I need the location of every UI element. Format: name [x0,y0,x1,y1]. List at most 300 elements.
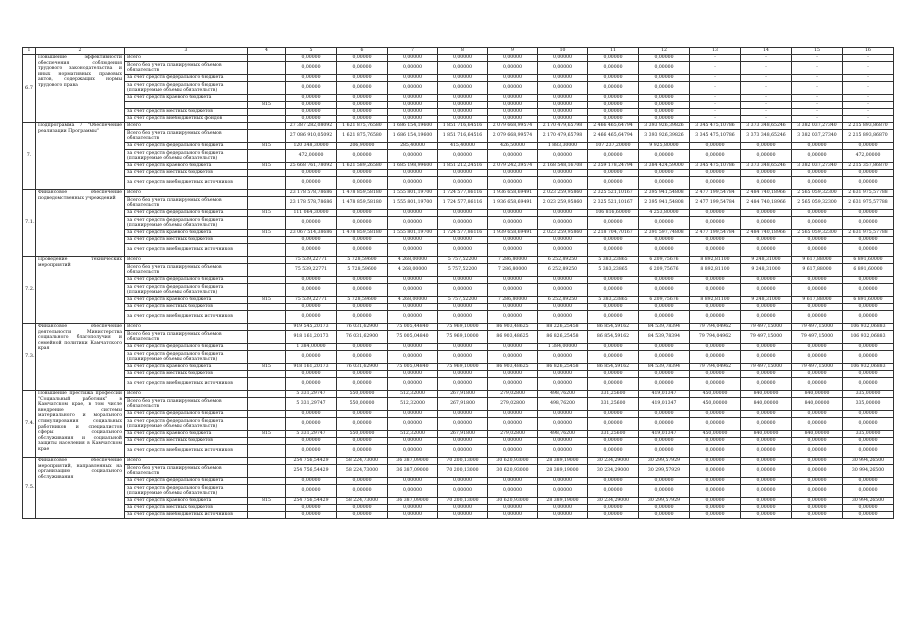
amount-cell: 70 200,13000 [438,498,488,505]
amount-cell: 2 079 668,99574 [488,123,538,130]
amount-cell: 450,00000 [690,391,741,398]
amount-cell: 1 851 716,64516 [438,123,488,130]
amount-cell: 2 079 668,99574 [488,130,538,143]
table-row [23,130,894,143]
amount-cell: 1 851 212,24516 [438,163,488,170]
funding-source: Всего без учета планируемых объемов обязательств [125,264,248,277]
amount-cell: - [843,55,894,62]
amount-cell: 0,00000 [286,55,337,62]
budget-code [248,217,286,230]
budget-code: 815 [248,498,286,505]
amount-cell: 6 891,60000 [843,264,894,277]
funding-source: за счет средств внебюджетных источников [125,445,248,458]
budget-code [248,324,286,331]
budget-code: 815 [248,364,286,371]
amount-cell: 0,00000 [438,284,488,297]
amount-cell: 0,00000 [337,438,388,445]
amount-cell: 0,00000 [690,177,741,190]
amount-cell: - [741,75,792,82]
amount-cell: 5 728,59600 [337,297,388,304]
amount-cell: 0,00000 [337,244,388,257]
table-row [23,75,894,82]
table-row [23,391,894,398]
amount-cell: 0,00000 [438,478,488,485]
table-row [23,82,894,95]
table-row [23,297,894,304]
amount-cell: 0,00000 [488,418,538,431]
amount-cell: 9 248,31000 [741,297,792,304]
amount-cell: 0,00000 [741,344,792,351]
amount-cell: 3 345 475,10786 [690,123,741,130]
amount-cell: 0,00000 [690,304,741,311]
amount-cell: 0,00000 [792,170,843,177]
amount-cell: 0,00000 [843,244,894,257]
amount-cell: 5 757,52200 [438,297,488,304]
amount-cell: 0,00000 [690,478,741,485]
section-index: 6.7 [23,55,36,123]
column-number-cell: 8 [438,48,488,55]
amount-cell: 8 892,81100 [690,257,741,264]
amount-cell: 23 178 578,78686 [286,197,337,210]
amount-cell: 30 620,93000 [488,498,538,505]
budget-code: 815 [248,210,286,217]
amount-cell: 0,00000 [741,351,792,364]
amount-cell: 30 299,57929 [639,498,690,505]
amount-cell: 419,01347 [639,398,690,411]
amount-cell: 0,00000 [538,95,588,102]
amount-cell: 30 234,29000 [588,458,639,465]
amount-cell: 2 466 465,64794 [588,130,639,143]
amount-cell: 0,00000 [792,505,843,512]
amount-cell: 58 224,73000 [337,458,388,465]
amount-cell: 0,00000 [639,304,690,311]
amount-cell: 58 224,73000 [337,498,388,505]
amount-cell: 0,00000 [438,512,488,519]
funding-source: за счет средств местных бюджетов [125,304,248,311]
amount-cell: 0,00000 [843,418,894,431]
amount-cell: 75 005,04840 [388,364,438,371]
amount-cell: 0,00000 [337,116,388,123]
table-row [23,95,894,102]
amount-cell: 107 237,20000 [588,143,639,150]
amount-cell: 0,00000 [538,418,588,431]
budget-code [248,116,286,123]
amount-cell: 0,00000 [388,244,438,257]
amount-cell: 0,00000 [639,55,690,62]
amount-cell: 0,00000 [337,109,388,116]
amount-cell: 70 200,13000 [438,465,488,478]
amount-cell: 0,00000 [690,371,741,378]
amount-cell: 0,00000 [792,438,843,445]
amount-cell: 1 478 859,58180 [337,190,388,197]
amount-cell: 498,76200 [538,398,588,411]
amount-cell: 0,00000 [286,102,337,109]
amount-cell: 0,00000 [388,445,438,458]
table-row [23,143,894,150]
amount-cell: 6 252,89250 [538,264,588,277]
budget-code [248,55,286,62]
amount-cell: 75 005,04840 [388,331,438,344]
amount-cell: 0,00000 [792,371,843,378]
amount-cell: 0,00000 [488,62,538,75]
amount-cell: 86 903,48625 [488,324,538,331]
amount-cell: 9 248,31000 [741,264,792,277]
amount-cell: 0,00000 [488,82,538,95]
section-name: Проведение технических мероприятий [36,257,125,324]
amount-cell: 0,00000 [488,55,538,62]
section-name: Повышение эффективности обеспечения соблюдения трудового законодательства и иных нормативных правовых актов, содержащих нормы трудового права [36,55,125,123]
budget-code [248,257,286,264]
amount-cell: 0,00000 [741,445,792,458]
amount-cell: 0,00000 [538,170,588,177]
amount-cell: 0,00000 [438,277,488,284]
table-row [23,512,894,519]
amount-cell: 0,00000 [639,277,690,284]
amount-cell: 0,00000 [538,438,588,445]
amount-cell: 0,00000 [286,371,337,378]
funding-source: за счет средств краевого бюджета [125,95,248,102]
amount-cell: 0,00000 [286,512,337,519]
table-row [23,311,894,324]
amount-cell: 0,00000 [639,311,690,324]
funding-source: за счет средств федерального бюджета (планируемые объемы обязательств) [125,418,248,431]
amount-cell: 75 005,44840 [388,324,438,331]
amount-cell: 0,00000 [286,478,337,485]
amount-cell: 0,00000 [286,217,337,230]
funding-source: за счет средств краевого бюджета [125,163,248,170]
amount-cell: 0,00000 [538,217,588,230]
budget-code [248,82,286,95]
amount-cell: 5 728,59600 [337,264,388,277]
amount-cell: 2 023 259,95860 [538,230,588,237]
amount-cell: - [843,116,894,123]
amount-cell: 0,00000 [588,304,639,311]
amount-cell: 0,00000 [639,170,690,177]
amount-cell: 0,00000 [337,55,388,62]
funding-source: за счет средств федерального бюджета (планируемые объемы обязательств) [125,217,248,230]
amount-cell: 0,00000 [438,418,488,431]
amount-cell: 0,00000 [388,55,438,62]
budget-code [248,351,286,364]
amount-cell: 84 539,78394 [639,324,690,331]
column-number-cell: 1 [23,48,36,55]
amount-cell: - [741,55,792,62]
amount-cell: 0,00000 [690,512,741,519]
amount-cell: 1 939 658,69491 [488,230,538,237]
budget-code [248,130,286,143]
amount-cell: 498,76200 [538,431,588,438]
amount-cell: 0,00000 [337,177,388,190]
amount-cell: 0,00000 [286,82,337,95]
table-row [23,478,894,485]
amount-cell: 1 555 801,19700 [388,230,438,237]
amount-cell: 0,00000 [488,75,538,82]
amount-cell: 28 389,19000 [538,465,588,478]
amount-cell: 9 617,88000 [792,264,843,277]
table-row [23,465,894,478]
amount-cell: 0,00000 [286,505,337,512]
amount-cell: 0,00000 [388,82,438,95]
amount-cell: 23 067 514,38686 [286,230,337,237]
amount-cell: 0,00000 [538,62,588,75]
amount-cell: 0,00000 [538,485,588,498]
amount-cell: 0,00000 [337,62,388,75]
amount-cell: 0,00000 [488,478,538,485]
amount-cell: - [792,75,843,82]
budget-code [248,331,286,344]
amount-cell: 0,00000 [690,244,741,257]
amount-cell: 840,00000 [741,398,792,411]
funding-source: за счет средств федерального бюджета [125,411,248,418]
budget-code [248,438,286,445]
amount-cell: 0,00000 [690,351,741,364]
amount-cell: 1 851 716,64516 [438,130,488,143]
amount-cell: 5 757,52200 [438,264,488,277]
amount-cell: 0,00000 [538,210,588,217]
funding-source: за счет средств местных бюджетов [125,109,248,116]
amount-cell: 79 497,15000 [792,364,843,371]
amount-cell: 2 565 059,32300 [792,230,843,237]
amount-cell: 419,01347 [639,391,690,398]
amount-cell: 0,00000 [438,438,488,445]
amount-cell: 1 686 154,19600 [388,130,438,143]
amount-cell: 0,00000 [438,62,488,75]
amount-cell: 285,40000 [388,143,438,150]
amount-cell: 0,00000 [588,109,639,116]
amount-cell: 79 794,04962 [690,331,741,344]
table-row [23,378,894,391]
amount-cell: 0,00000 [690,344,741,351]
amount-cell: 1 936 658,69491 [488,190,538,197]
funding-source: за счет средств местных бюджетов [125,237,248,244]
amount-cell: 6 252,89250 [538,297,588,304]
amount-cell: 0,00000 [337,445,388,458]
amount-cell: 0,00000 [488,411,538,418]
funding-source: за счет средств внебюджетных источников [125,311,248,324]
amount-cell: 0,00000 [388,311,438,324]
amount-cell: 0,00000 [488,109,538,116]
amount-cell: 0,00000 [388,210,438,217]
amount-cell: 0,00000 [741,378,792,391]
table-row [23,109,894,116]
amount-cell: 919 545,20173 [286,324,337,331]
amount-cell: 0,00000 [843,505,894,512]
amount-cell: 0,00000 [488,378,538,391]
amount-cell: - [843,95,894,102]
amount-cell: 254 756,54429 [286,458,337,465]
funding-source: за счет средств федерального бюджета [125,478,248,485]
amount-cell: 0,00000 [843,210,894,217]
amount-cell: 0,00000 [488,351,538,364]
amount-cell: 0,00000 [538,177,588,190]
amount-cell: 0,00000 [337,371,388,378]
amount-cell: 0,00000 [337,284,388,297]
amount-cell: 419,01347 [639,431,690,438]
amount-cell: 0,00000 [438,170,488,177]
amount-cell: 0,00000 [792,177,843,190]
amount-cell: 0,00000 [639,82,690,95]
amount-cell: 472,00000 [843,150,894,163]
amount-cell: 2 484 740,18966 [741,190,792,197]
amount-cell: 0,00000 [588,411,639,418]
amount-cell: 0,00000 [337,210,388,217]
funding-source: за счет средств местных бюджетов [125,170,248,177]
table-row [23,257,894,264]
amount-cell: 2 631 975,57788 [843,190,894,197]
table-body [23,48,894,519]
amount-cell: 0,00000 [588,418,639,431]
amount-cell: 0,00000 [538,445,588,458]
amount-cell: 0,00000 [538,351,588,364]
amount-cell: 0,00000 [792,478,843,485]
amount-cell: 254 756,54429 [286,465,337,478]
amount-cell: 0,00000 [438,116,488,123]
amount-cell: 1 478 859,58180 [337,230,388,237]
table-row [23,150,894,163]
amount-cell: 0,00000 [639,116,690,123]
amount-cell: 30 620,93000 [488,465,538,478]
amount-cell: 0,00000 [538,55,588,62]
amount-cell: 0,00000 [286,244,337,257]
amount-cell: 106 816,60000 [588,210,639,217]
amount-cell: 0,00000 [588,378,639,391]
amount-cell: 6 252,89250 [538,257,588,264]
amount-cell: 0,00000 [286,237,337,244]
budget-code [248,378,286,391]
amount-cell: 0,00000 [286,378,337,391]
amount-cell: 0,00000 [337,217,388,230]
amount-cell: 0,00000 [388,485,438,498]
amount-cell: 0,00000 [388,217,438,230]
amount-cell: 79 794,04962 [690,324,741,331]
funding-source: Всего [125,257,248,264]
budget-code [248,512,286,519]
section-index: 7.1. [23,190,36,257]
amount-cell: 88 226,25458 [538,324,588,331]
amount-cell: 0,00000 [438,244,488,257]
funding-source: за счет средств внебюджетных источников [125,177,248,190]
amount-cell: 79 497,15000 [792,324,843,331]
amount-cell: 0,00000 [588,485,639,498]
funding-source: Всего без учета планируемых объемов обязательств [125,62,248,75]
amount-cell: 5 757,52200 [438,257,488,264]
amount-cell: 0,00000 [588,371,639,378]
amount-cell: 0,00000 [337,478,388,485]
table-row [23,230,894,237]
amount-cell: 0,00000 [588,478,639,485]
amount-cell: 86 826,25458 [538,364,588,371]
amount-cell: 0,00000 [588,512,639,519]
amount-cell: 335,00000 [843,398,894,411]
amount-cell: - [690,55,741,62]
amount-cell: 0,00000 [286,351,337,364]
amount-cell: 79 497,15000 [741,324,792,331]
column-number-cell: 11 [588,48,639,55]
amount-cell: 70 200,13000 [438,458,488,465]
funding-source: за счет средств федерального бюджета (планируемые объемы обязательств) [125,82,248,95]
funding-source: за счет средств федерального бюджета [125,210,248,217]
amount-cell: 2 631 975,57788 [843,197,894,210]
amount-cell: 0,00000 [337,512,388,519]
amount-cell: 3 345 475,10786 [690,163,741,170]
funding-source: Всего без учета планируемых объемов обязательств [125,465,248,478]
table-row [23,418,894,431]
finance-table [22,47,894,519]
budget-code [248,170,286,177]
amount-cell: 279,02800 [488,431,538,438]
amount-cell: 2 565 059,32300 [792,197,843,210]
amount-cell: 267,91800 [438,391,488,398]
amount-cell: 2 170 479,65798 [538,123,588,130]
amount-cell: 0,00000 [488,304,538,311]
amount-cell: 0,00000 [488,485,538,498]
funding-source: за счет средств внебюджетных источников [125,378,248,391]
amount-cell: 106 932,06883 [843,331,894,344]
amount-cell: 0,00000 [741,418,792,431]
amount-cell: 0,00000 [588,284,639,297]
amount-cell: 2 170 479,65798 [538,130,588,143]
budget-code [248,75,286,82]
funding-source: за счет средств краевого бюджета [125,364,248,371]
amount-cell: 0,00000 [438,344,488,351]
amount-cell: - [792,95,843,102]
amount-cell: 0,00000 [639,411,690,418]
amount-cell: 450,00000 [690,398,741,411]
table-row [23,55,894,62]
funding-source: Всего [125,458,248,465]
amount-cell: - [792,55,843,62]
amount-cell: 0,00000 [792,351,843,364]
amount-cell: 0,00000 [488,445,538,458]
amount-cell: 0,00000 [488,95,538,102]
amount-cell: 0,00000 [690,438,741,445]
amount-cell: 0,00000 [741,498,792,505]
amount-cell: 23 178 578,78686 [286,190,337,197]
funding-source: за счет средств федерального бюджета [125,277,248,284]
amount-cell: 0,00000 [538,75,588,82]
budget-code [248,237,286,244]
budget-code: 815 [248,230,286,237]
amount-cell: 0,00000 [843,143,894,150]
amount-cell: 0,00000 [388,237,438,244]
table-row [23,170,894,177]
amount-cell: 27 387 282,08092 [286,123,337,130]
amount-cell: 0,00000 [843,371,894,378]
amount-cell: 0,00000 [588,55,639,62]
amount-cell: 0,00000 [488,237,538,244]
section-index: 7.2. [23,257,36,324]
amount-cell: 1 621 875,76580 [337,123,388,130]
amount-cell: 0,00000 [588,237,639,244]
amount-cell: 0,00000 [639,418,690,431]
amount-cell: 7 286,80000 [488,257,538,264]
table-row [23,458,894,465]
amount-cell: 0,00000 [741,244,792,257]
funding-source: за счет средств федерального бюджета (планируемые объемы обязательств) [125,150,248,163]
funding-source: Всего без учета планируемых объемов обязательств [125,331,248,344]
amount-cell: 0,00000 [792,277,843,284]
budget-code [248,244,286,257]
amount-cell: 0,00000 [792,210,843,217]
amount-cell: 0,00000 [690,237,741,244]
amount-cell: 0,00000 [639,478,690,485]
budget-code: 815 [248,163,286,170]
amount-cell: 0,00000 [639,95,690,102]
table-row [23,344,894,351]
amount-cell: 0,00000 [843,237,894,244]
table-row [23,445,894,458]
budget-code [248,177,286,190]
